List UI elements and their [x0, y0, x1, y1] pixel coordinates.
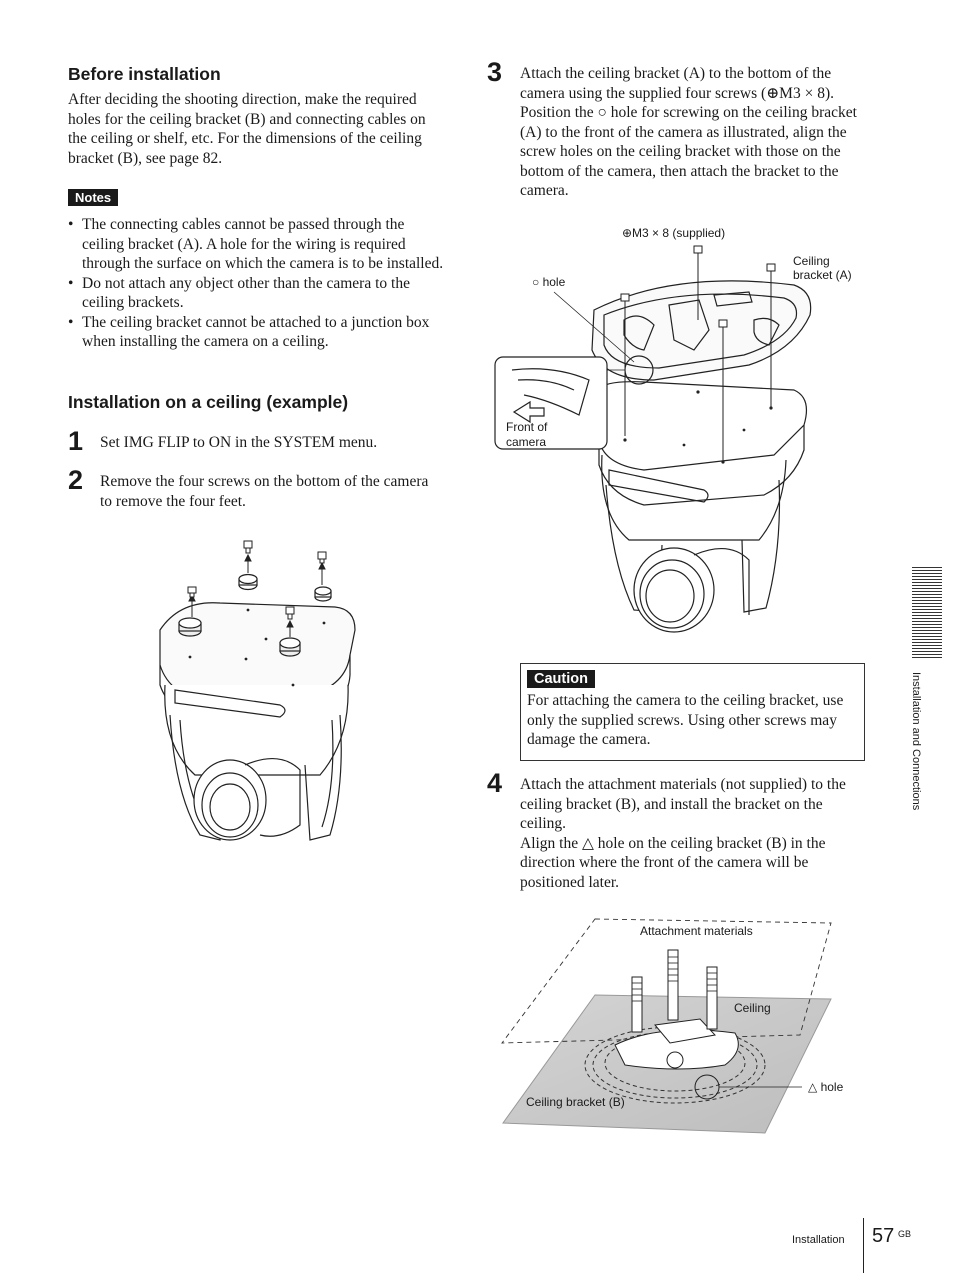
fig3-bracket-a-label-line1: Ceiling: [793, 254, 830, 268]
notes-list: [68, 215, 444, 352]
ceiling-installation-heading: Installation on a ceiling (example): [68, 392, 349, 412]
fig3-front-label-line2: camera: [506, 435, 547, 449]
step-4-text: Attach the attachment materials (not supplied) to the ceiling bracket (B), and install the bracket on the ceiling. Align the △ hole on the ceiling bracket (B) in the direction where the front of the camera will be positioned later.: [520, 776, 846, 891]
step-3-text: Attach the ceiling bracket (A) to the bottom of the camera using the supplied four screws (⊕M3 × 8). Position the ○ hole for screwing on the ceiling bracket (A) to the front of the camera as illustrated, align the screw holes on the ceiling bracket with those on the bottom of the camera, then attach the bracket to the camera.: [520, 65, 857, 199]
before-installation-heading: Before installation: [68, 64, 221, 84]
page-suffix: GB: [898, 1229, 912, 1239]
fig4-ceiling-label: Ceiling: [734, 1001, 771, 1015]
caution-text: For attaching the camera to the ceiling bracket, use only the supplied screws. Using other screws may damage the camera.: [527, 692, 844, 748]
step-3-number: 3: [487, 57, 503, 87]
note-item: • Do not attach any object other than the camera to the ceiling brackets.: [68, 274, 444, 313]
fig4-attachment-label: Attachment materials: [640, 924, 753, 938]
section-tab-marker: [912, 567, 942, 659]
step-4-number: 4: [487, 768, 503, 798]
footer-divider: [863, 1218, 864, 1273]
fig4-bracket-b-label: Ceiling bracket (B): [526, 1095, 625, 1109]
step-2-number: 2: [68, 465, 84, 495]
caution-title: Caution: [527, 670, 595, 688]
footer-section: Installation: [792, 1234, 845, 1246]
notes-badge: Notes: [68, 189, 118, 206]
page-number: 57: [872, 1225, 895, 1247]
note-item: • The connecting cables cannot be passed through the ceiling bracket (A). A hole for the wiring is required through the surface on which the camera is to be installed.: [68, 215, 444, 274]
caution-box: [520, 663, 865, 761]
fig3-hole-label: ○ hole: [532, 275, 566, 289]
note-item: • The ceiling bracket cannot be attached to a junction box when installing the camera on a ceiling.: [68, 313, 444, 352]
step-1-number: 1: [68, 426, 84, 456]
section-tab-label: Installation and Connections: [910, 672, 922, 811]
camera-feet-removal-illustration: [150, 535, 370, 855]
before-installation-paragraph: After deciding the shooting direction, make the required holes for the ceiling bracket (B) and connecting cables on the ceiling or shelf, etc. For the dimensions of the ceiling bracket (B), see page 82.: [68, 91, 426, 167]
fig3-screws-label: ⊕M3 × 8 (supplied): [622, 226, 726, 240]
fig3-bracket-a-label-line2: bracket (A): [793, 268, 852, 282]
step-1-text: Set IMG FLIP to ON in the SYSTEM menu.: [100, 434, 378, 451]
step-2-text: Remove the four screws on the bottom of the camera to remove the four feet.: [100, 473, 429, 510]
fig4-hole-label: △ hole: [808, 1080, 844, 1094]
fig3-front-label-line1: Front of: [506, 420, 548, 434]
